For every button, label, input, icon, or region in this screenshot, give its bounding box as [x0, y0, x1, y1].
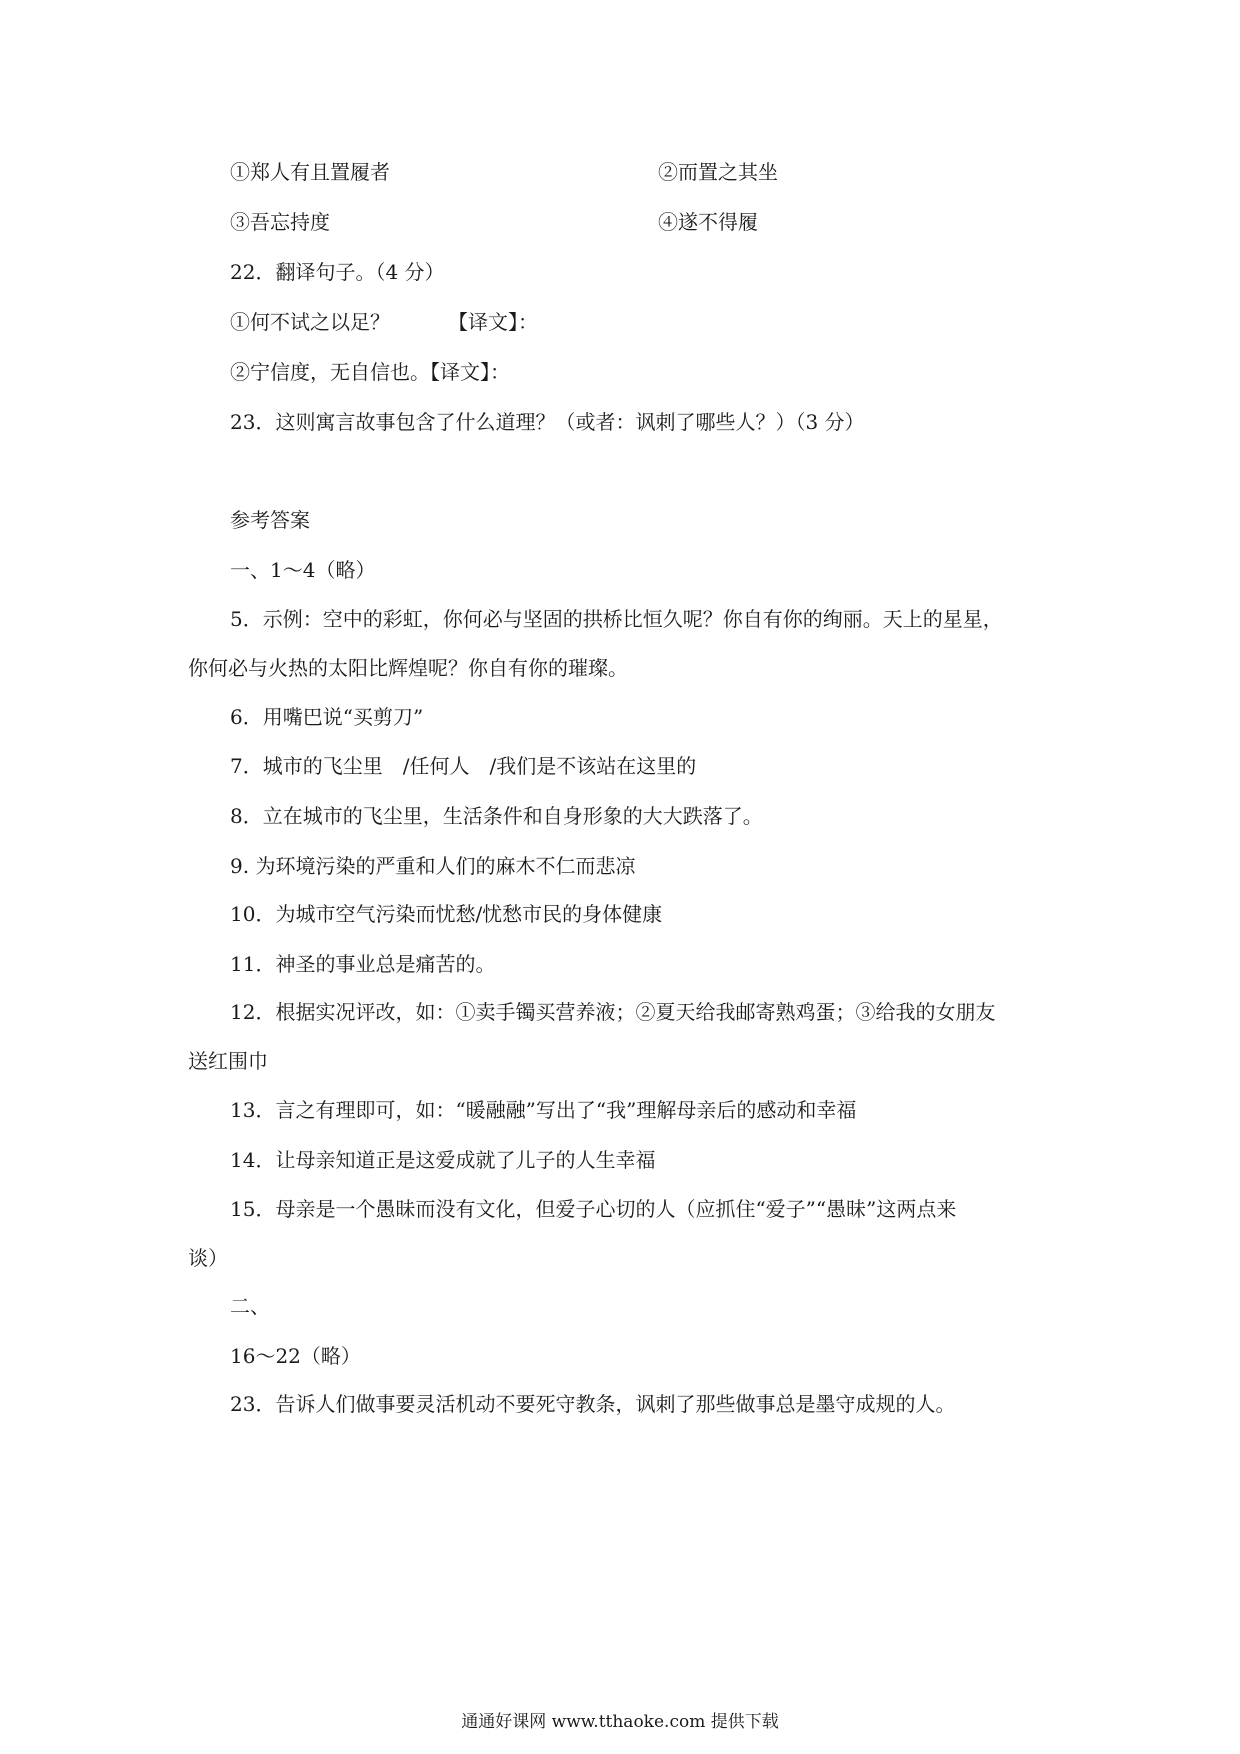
option-1: ①郑人有且置履者 — [230, 160, 390, 184]
answer-9: 9. 为环境污染的严重和人们的麻木不仁而悲凉 — [230, 854, 636, 878]
answer-5-line-2: 你何必与火热的太阳比辉煌呢？你自有你的璀璨。 — [188, 656, 628, 680]
question-22-item-2: ②宁信度，无自信也。【译文】： — [230, 360, 510, 384]
answer-12-line-1: 12．根据实况评改，如：①卖手镯买营养液；②夏天给我邮寄熟鸡蛋；③给我的女朋友 — [230, 1000, 996, 1024]
question-23: 23．这则寓言故事包含了什么道理？（或者：讽刺了哪些人？）（3 分） — [230, 410, 865, 434]
page-footer: 通通好课网 www.tthaoke.com 提供下载 — [461, 1712, 779, 1732]
answer-11: 11．神圣的事业总是痛苦的。 — [230, 952, 496, 976]
answer-8: 8．立在城市的飞尘里，生活条件和自身形象的大大跌落了。 — [230, 804, 763, 828]
answer-15-line-1: 15．母亲是一个愚昧而没有文化，但爱子心切的人（应抓住“爱子”“愚昧”这两点来 — [230, 1197, 957, 1221]
answer-16-22: 16～22（略） — [230, 1344, 361, 1368]
answer-23: 23．告诉人们做事要灵活机动不要死守教条，讽刺了那些做事总是墨守成规的人。 — [230, 1392, 956, 1416]
option-3: ③吾忘持度 — [230, 210, 330, 234]
answer-10: 10．为城市空气污染而忧愁/忧愁市民的身体健康 — [230, 902, 663, 926]
question-22-title: 22．翻译句子。（4 分） — [230, 260, 445, 284]
answer-7: 7．城市的飞尘里 /任何人 /我们是不该站在这里的 — [230, 754, 697, 778]
answer-6: 6．用嘴巴说“买剪刀” — [230, 705, 424, 729]
answer-12-line-2: 送红围巾 — [188, 1049, 268, 1073]
answer-13: 13．言之有理即可，如：“暖融融”写出了“我”理解母亲后的感动和幸福 — [230, 1098, 857, 1122]
answer-5-line-1: 5．示例：空中的彩虹，你何必与坚固的拱桥比恒久呢？你自有你的绚丽。天上的星星， — [230, 607, 1003, 631]
option-4: ④遂不得履 — [658, 210, 758, 234]
answers-heading: 参考答案 — [230, 508, 310, 532]
option-2: ②而置之其坐 — [658, 160, 778, 184]
question-22-item-1: ①何不试之以足？ — [230, 310, 390, 334]
answer-part-1: 一、1～4（略） — [230, 558, 376, 582]
question-22-item-1-label: 【译文】： — [448, 310, 538, 334]
answer-14: 14．让母亲知道正是这爱成就了儿子的人生幸福 — [230, 1148, 656, 1172]
answer-15-line-2: 谈） — [188, 1246, 228, 1270]
answer-part-2: 二、 — [230, 1294, 270, 1318]
